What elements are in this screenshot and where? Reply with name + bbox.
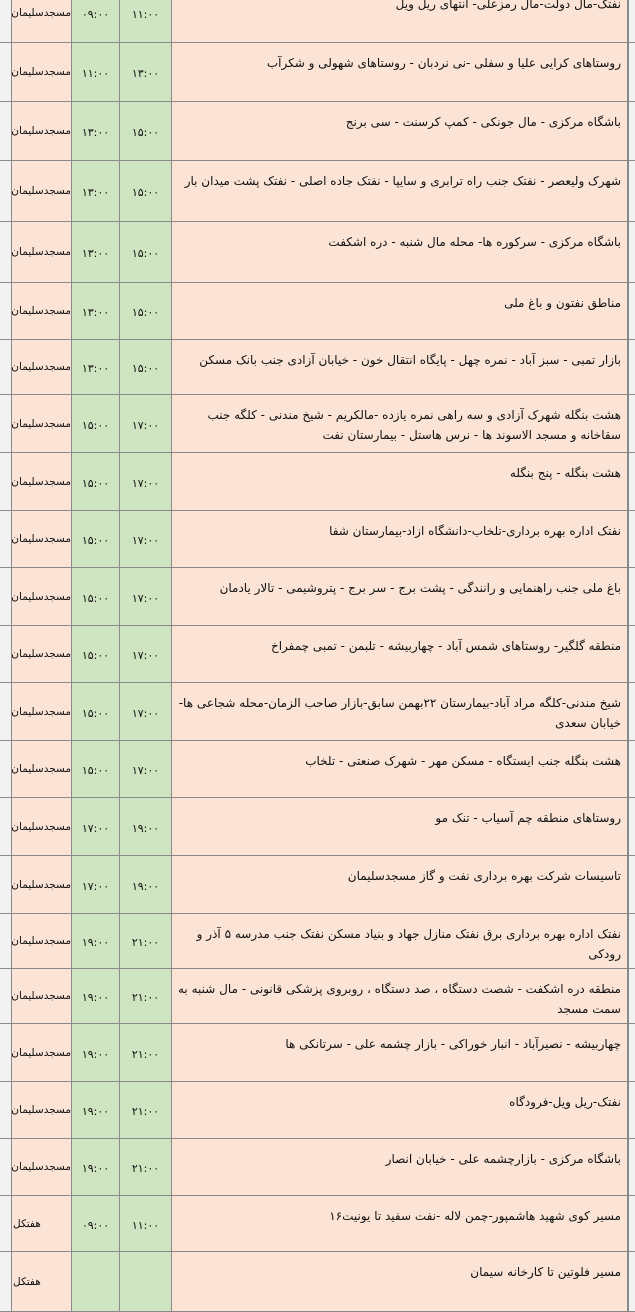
area-cell	[172, 395, 628, 452]
outage-area-text: باشگاه مرکزی - سرکوره ها- محله مال شنبه - دره اشکفت	[328, 235, 621, 249]
end-time-cell	[120, 1196, 172, 1251]
table-row	[0, 43, 635, 102]
table-row	[0, 395, 635, 453]
start-time-cell	[72, 283, 120, 339]
outage-area-text: روستاهای کرایی علیا و سفلی -نی نردبان - روستاهای شهولی و شکرآب	[266, 56, 621, 70]
outage-area-text: مناطق نفتون و باغ ملی	[504, 296, 621, 310]
row-rim-cell	[628, 511, 635, 567]
row-edge-cell	[0, 511, 12, 567]
city-name: مسجدسلیمان	[11, 7, 71, 19]
start-time: ۱۳:۰۰	[81, 125, 110, 139]
end-time-cell	[120, 741, 172, 797]
start-time-cell	[72, 511, 120, 567]
row-edge-cell	[0, 161, 12, 221]
start-time: ۱۳:۰۰	[81, 246, 110, 260]
area-cell	[172, 1024, 628, 1081]
outage-area-text: نفتک اداره بهره برداری برق نفتک منازل جهاد و بنیاد مسکن نفتک جنب مدرسه ۵ آذر و رودکی	[196, 927, 621, 961]
area-cell	[172, 43, 628, 101]
start-time-cell	[72, 1139, 120, 1195]
outage-area-text: باشگاه مرکزی - بازارچشمه علی - خیابان انصار	[385, 1152, 621, 1166]
table-row	[0, 161, 635, 222]
row-rim-cell	[628, 798, 635, 855]
start-time-cell	[72, 395, 120, 452]
table-row	[0, 1024, 635, 1082]
end-time: ۱۷:۰۰	[131, 591, 160, 605]
table-row	[0, 511, 635, 568]
end-time: ۱۷:۰۰	[131, 706, 160, 720]
city-cell	[12, 1024, 72, 1081]
city-cell	[12, 1139, 72, 1195]
end-time: ۲۱:۰۰	[131, 935, 160, 949]
outage-area-text: منطقه دره اشکفت - شصت دستگاه ، صد دستگاه ، روبروی پزشکی قانونی - مال شنبه به سمت مسجد	[177, 982, 621, 1016]
city-name: مسجدسلیمان	[11, 417, 71, 430]
row-edge-cell	[0, 798, 12, 855]
outage-area-text: چهاربیشه - نصیرآباد - انبار خوراکی - بازار چشمه علی - سرتانکی ها	[285, 1037, 621, 1051]
city-cell	[12, 1252, 72, 1311]
start-time: ۱۵:۰۰	[81, 476, 110, 490]
start-time-cell	[72, 626, 120, 682]
start-time: ۱۳:۰۰	[81, 185, 110, 199]
table-row	[0, 1196, 635, 1252]
city-cell	[12, 683, 72, 740]
start-time: ۱۹:۰۰	[81, 935, 110, 949]
end-time: ۱۹:۰۰	[131, 879, 160, 893]
table-row	[0, 568, 635, 626]
start-time: ۱۷:۰۰	[81, 879, 110, 893]
start-time-cell	[72, 340, 120, 394]
city-cell	[12, 969, 72, 1023]
end-time-cell	[120, 1139, 172, 1195]
outage-area-text: هشت بنگله - پنج بنگله	[509, 466, 621, 480]
row-edge-cell	[0, 1139, 12, 1195]
row-rim-cell	[628, 0, 635, 42]
end-time: ۱۵:۰۰	[131, 361, 160, 375]
end-time: ۱۵:۰۰	[131, 125, 160, 139]
start-time-cell	[72, 1252, 120, 1311]
area-cell	[172, 161, 628, 221]
row-rim-cell	[628, 283, 635, 339]
start-time: ۱۳:۰۰	[81, 361, 110, 375]
end-time: ۱۷:۰۰	[131, 533, 160, 547]
end-time: ۱۷:۰۰	[131, 648, 160, 662]
start-time: ۱۳:۰۰	[81, 305, 110, 319]
end-time: ۱۷:۰۰	[131, 763, 160, 777]
area-cell	[172, 1196, 628, 1251]
row-rim-cell	[628, 43, 635, 101]
area-cell	[172, 102, 628, 160]
start-time: ۱۹:۰۰	[81, 1104, 110, 1118]
city-name: هفتکل	[13, 1275, 41, 1288]
start-time-cell	[72, 568, 120, 625]
end-time-cell	[120, 1024, 172, 1081]
city-cell	[12, 914, 72, 968]
city-name: مسجدسلیمان	[11, 820, 71, 833]
outage-area-text: روستاهای منطقه چم آسیاب - تنک مو	[435, 811, 621, 825]
area-cell	[172, 1252, 628, 1311]
end-time-cell	[120, 568, 172, 625]
row-edge-cell	[0, 453, 12, 510]
area-cell	[172, 741, 628, 797]
end-time-cell	[120, 969, 172, 1023]
row-rim-cell	[628, 395, 635, 452]
start-time-cell	[72, 161, 120, 221]
area-cell	[172, 798, 628, 855]
start-time: ۱۷:۰۰	[81, 821, 110, 835]
city-cell	[12, 222, 72, 282]
start-time: ۱۵:۰۰	[81, 591, 110, 605]
row-rim-cell	[628, 222, 635, 282]
row-edge-cell	[0, 0, 12, 42]
start-time-cell	[72, 914, 120, 968]
table-row	[0, 283, 635, 340]
row-edge-cell	[0, 43, 12, 101]
table-row	[0, 453, 635, 511]
end-time-cell	[120, 626, 172, 682]
row-edge-cell	[0, 222, 12, 282]
city-cell	[12, 0, 72, 42]
city-name: مسجدسلیمان	[11, 1161, 71, 1173]
city-name: مسجدسلیمان	[11, 878, 71, 891]
row-edge-cell	[0, 914, 12, 968]
row-rim-cell	[628, 102, 635, 160]
city-name: مسجدسلیمان	[11, 1104, 71, 1116]
start-time: ۱۹:۰۰	[81, 1047, 110, 1061]
start-time: ۱۵:۰۰	[81, 763, 110, 777]
city-cell	[12, 1082, 72, 1138]
area-cell	[172, 626, 628, 682]
row-rim-cell	[628, 1252, 635, 1311]
end-time: ۱۳:۰۰	[131, 66, 160, 80]
row-rim-cell	[628, 914, 635, 968]
end-time: ۲۱:۰۰	[131, 1047, 160, 1061]
start-time-cell	[72, 1196, 120, 1251]
row-edge-cell	[0, 1196, 12, 1251]
start-time: ۰۹:۰۰	[81, 1218, 110, 1232]
start-time-cell	[72, 43, 120, 101]
start-time: ۱۱:۰۰	[81, 66, 110, 80]
table-row	[0, 102, 635, 161]
outage-area-text: تاسیسات شرکت بهره برداری نفت و گاز مسجدسلیمان	[347, 869, 621, 883]
end-time: ۲۱:۰۰	[131, 1161, 160, 1175]
outage-area-text: هشت بنگله شهرک آزادی و سه راهی نمره یازده -مالکریم - شیخ مندنی - کلگه جنب سقاخانه و مسجد الاسوند ها - نرس هاستل - بیمارستان نفت	[207, 408, 621, 442]
start-time: ۱۵:۰۰	[81, 418, 110, 432]
end-time-cell	[120, 0, 172, 42]
row-rim-cell	[628, 626, 635, 682]
outage-area-text: باشگاه مرکزی - مال جونکی - کمپ کرسنت - سی برنج	[345, 115, 621, 129]
outage-area-text: بازار تمبی - سبز آباد - نمره چهل - پایگاه انتقال خون - خیابان آزادی جنب بانک مسکن	[199, 353, 621, 367]
start-time-cell	[72, 222, 120, 282]
city-name: مسجدسلیمان	[11, 246, 71, 258]
city-name: مسجدسلیمان	[11, 533, 71, 545]
city-name: مسجدسلیمان	[11, 705, 71, 718]
city-cell	[12, 741, 72, 797]
end-time-cell	[120, 161, 172, 221]
outage-area-text: هشت بنگله جنب ایستگاه - مسکن مهر - شهرک صنعتی - تلخاب	[305, 754, 621, 768]
outage-area-text: نفتک-مال دولت-مال رمزعلی- انتهای ریل ویل	[395, 0, 621, 11]
city-cell	[12, 626, 72, 682]
table-row	[0, 340, 635, 395]
end-time-cell	[120, 683, 172, 740]
start-time: ۰۹:۰۰	[81, 7, 110, 21]
end-time: ۱۵:۰۰	[131, 246, 160, 260]
area-cell	[172, 914, 628, 968]
city-cell	[12, 453, 72, 510]
table-row	[0, 856, 635, 914]
end-time: ۱۷:۰۰	[131, 476, 160, 490]
start-time: ۱۵:۰۰	[81, 648, 110, 662]
area-cell	[172, 568, 628, 625]
table-row	[0, 1082, 635, 1139]
area-cell	[172, 511, 628, 567]
area-cell	[172, 683, 628, 740]
end-time-cell	[120, 914, 172, 968]
row-edge-cell	[0, 283, 12, 339]
start-time-cell	[72, 969, 120, 1023]
table-row	[0, 798, 635, 856]
city-name: مسجدسلیمان	[11, 648, 71, 660]
city-cell	[12, 43, 72, 101]
city-cell	[12, 568, 72, 625]
row-rim-cell	[628, 741, 635, 797]
row-edge-cell	[0, 626, 12, 682]
city-name: مسجدسلیمان	[11, 361, 71, 373]
table-row	[0, 1252, 635, 1312]
outage-area-text: شهرک ولیعصر - نفتک جنب راه ترابری و سایپا - نفتک جاده اصلی - نفتک پشت میدان بار	[184, 174, 621, 188]
end-time: ۱۷:۰۰	[131, 418, 160, 432]
table-row	[0, 683, 635, 741]
outage-area-text: شیخ مندنی-کلگه مراد آباد-بیمارستان ۲۲بهمن سابق-بازار صاحب الزمان-محله شجاعی ها-خیابان سعدی	[178, 696, 621, 730]
end-time-cell	[120, 340, 172, 394]
end-time-cell	[120, 856, 172, 913]
start-time-cell	[72, 1082, 120, 1138]
row-rim-cell	[628, 340, 635, 394]
area-cell	[172, 1139, 628, 1195]
end-time-cell	[120, 395, 172, 452]
start-time: ۱۵:۰۰	[81, 533, 110, 547]
row-rim-cell	[628, 1082, 635, 1138]
row-rim-cell	[628, 161, 635, 221]
city-cell	[12, 1196, 72, 1251]
row-edge-cell	[0, 856, 12, 913]
start-time-cell	[72, 1024, 120, 1081]
table-row	[0, 626, 635, 683]
area-cell	[172, 856, 628, 913]
table-row	[0, 1139, 635, 1196]
end-time-cell	[120, 511, 172, 567]
end-time-cell	[120, 1252, 172, 1311]
row-rim-cell	[628, 1139, 635, 1195]
city-name: مسجدسلیمان	[11, 66, 71, 78]
start-time-cell	[72, 102, 120, 160]
city-name: مسجدسلیمان	[11, 1046, 71, 1059]
city-name: مسجدسلیمان	[11, 990, 71, 1002]
start-time-cell	[72, 856, 120, 913]
row-rim-cell	[628, 1196, 635, 1251]
end-time-cell	[120, 1082, 172, 1138]
area-cell	[172, 453, 628, 510]
end-time-cell	[120, 453, 172, 510]
area-cell	[172, 222, 628, 282]
area-cell	[172, 969, 628, 1023]
city-cell	[12, 161, 72, 221]
end-time-cell	[120, 222, 172, 282]
row-edge-cell	[0, 1082, 12, 1138]
area-cell	[172, 1082, 628, 1138]
end-time: ۱۵:۰۰	[131, 305, 160, 319]
city-cell	[12, 340, 72, 394]
start-time-cell	[72, 453, 120, 510]
outage-area-text: مسیر فلوتین تا کارخانه سیمان	[470, 1265, 621, 1279]
outage-area-text: باغ ملی جنب راهنمایی و رانندگی - پشت برج - سر برج - پتروشیمی - تالار یادمان	[219, 581, 621, 595]
row-edge-cell	[0, 340, 12, 394]
city-cell	[12, 395, 72, 452]
city-cell	[12, 856, 72, 913]
outage-area-text: نفتک اداره بهره برداری-تلخاب-دانشگاه ازاد-بیمارستان شفا	[329, 524, 621, 538]
area-cell	[172, 340, 628, 394]
start-time: ۱۹:۰۰	[81, 990, 110, 1004]
end-time: ۱۱:۰۰	[131, 7, 160, 21]
row-edge-cell	[0, 102, 12, 160]
city-name: هفتکل	[13, 1217, 41, 1230]
table-row	[0, 969, 635, 1024]
outage-area-text: نفتک-ریل ویل-فرودگاه	[509, 1095, 621, 1109]
end-time-cell	[120, 102, 172, 160]
table-row	[0, 222, 635, 283]
row-rim-cell	[628, 568, 635, 625]
end-time-cell	[120, 283, 172, 339]
end-time: ۱۱:۰۰	[131, 1218, 160, 1232]
row-rim-cell	[628, 969, 635, 1023]
table-row	[0, 914, 635, 969]
row-edge-cell	[0, 683, 12, 740]
end-time: ۲۱:۰۰	[131, 990, 160, 1004]
city-name: مسجدسلیمان	[11, 935, 71, 947]
start-time-cell	[72, 741, 120, 797]
table-row	[0, 741, 635, 798]
end-time-cell	[120, 43, 172, 101]
start-time-cell	[72, 798, 120, 855]
table-row	[0, 0, 635, 43]
area-cell	[172, 283, 628, 339]
city-cell	[12, 102, 72, 160]
row-edge-cell	[0, 568, 12, 625]
end-time: ۲۱:۰۰	[131, 1104, 160, 1118]
start-time: ۱۹:۰۰	[81, 1161, 110, 1175]
row-edge-cell	[0, 1252, 12, 1311]
row-rim-cell	[628, 1024, 635, 1081]
area-cell	[172, 0, 628, 42]
row-rim-cell	[628, 453, 635, 510]
city-name: مسجدسلیمان	[11, 590, 71, 603]
city-cell	[12, 798, 72, 855]
city-name: مسجدسلیمان	[11, 763, 71, 775]
row-edge-cell	[0, 395, 12, 452]
start-time-cell	[72, 683, 120, 740]
end-time: ۱۵:۰۰	[131, 185, 160, 199]
outage-area-text: منطقه گلگیر- روستاهای شمس آباد - چهاربیشه - تلبمن - تمبی چمفراخ	[270, 639, 621, 653]
start-time: ۱۵:۰۰	[81, 706, 110, 720]
city-name: مسجدسلیمان	[11, 305, 71, 317]
end-time-cell	[120, 798, 172, 855]
row-rim-cell	[628, 683, 635, 740]
end-time: ۱۹:۰۰	[131, 821, 160, 835]
start-time-cell	[72, 0, 120, 42]
row-rim-cell	[628, 856, 635, 913]
city-name: مسجدسلیمان	[11, 185, 71, 197]
row-edge-cell	[0, 969, 12, 1023]
row-edge-cell	[0, 741, 12, 797]
outage-area-text: مسیر کوی شهید هاشمپور-چمن لاله -نفت سفید تا یونیت۱۶	[329, 1209, 621, 1223]
city-name: مسجدسلیمان	[11, 475, 71, 488]
city-name: مسجدسلیمان	[11, 125, 71, 137]
city-cell	[12, 283, 72, 339]
row-edge-cell	[0, 1024, 12, 1081]
city-cell	[12, 511, 72, 567]
